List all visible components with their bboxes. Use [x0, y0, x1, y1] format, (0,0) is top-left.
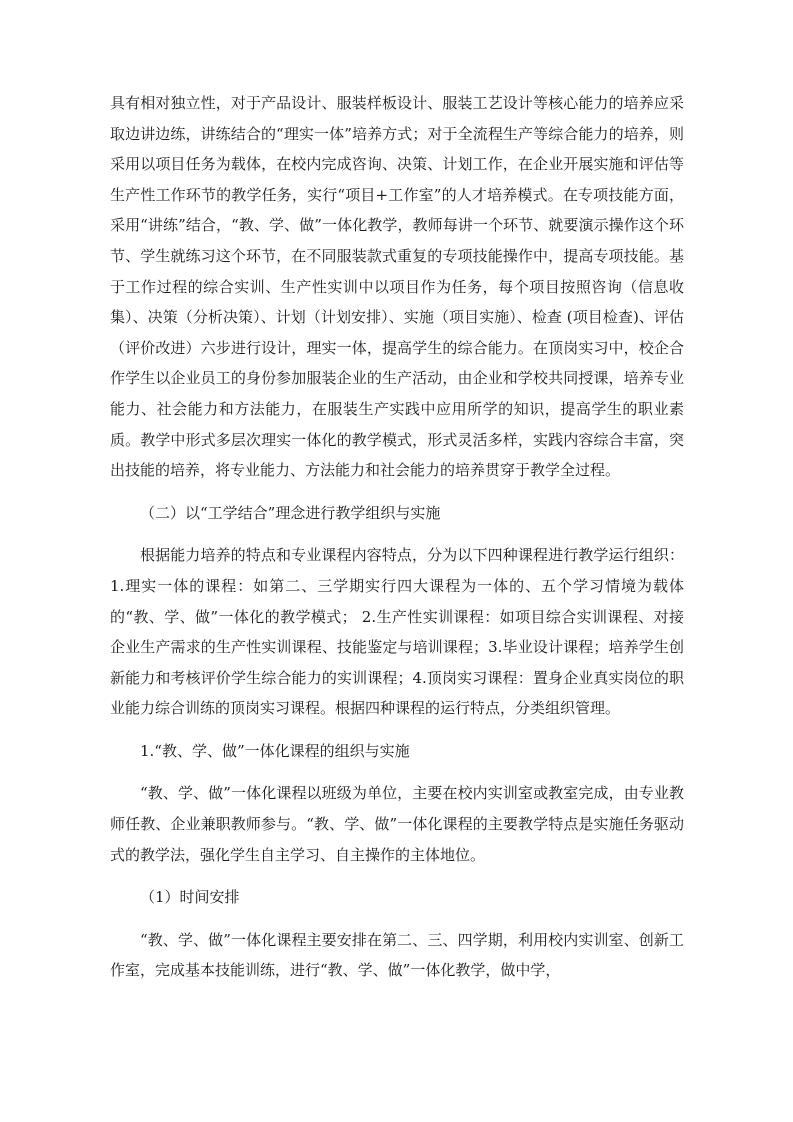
paragraph-training-mode: 具有相对独立性，对于产品设计、服装样板设计、服装工艺设计等核心能力的培养应采取边讲边练，讲练结合的“理实一体”培养方式；对于全流程生产等综合能力的培养，则采用以项目任务为载体，在校内完成咨询、决策、计划工作，在企业开展实施和评估等生产性工作环节的教学任务，实行“项目+工作室”的人才培养模式。在专项技能方面，采用“讲练”结合，“教、学、做”一体化教学，教师每讲一个环节、就要演示操作这个环节、学生就练习这个环节，在不同服装款式重复的专项技能操作中，提高专项技能。基于工作过程的综合实训、生产性实训中以项目作为任务，每个项目按照咨询（信息收集）、决策（分析决策）、计划（计划安排）、实施（项目实施）、检查 (项目检查)、评估（评价改进）六步进行设计，理实一体，提高学生的综合能力。在顶岗实习中，校企合作学生以企业员工的身份参加服装企业的生产活动，由企业和学校共同授课，培养专业能力、社会能力和方法能力，在服装生产实践中应用所学的知识，提高学生的职业素质。教学中形式多层次理实一体化的教学模式，形式灵活多样，实践内容综合丰富，突出技能的培养，将专业能力、方法能力和社会能力的培养贯穿于教学全过程。 [110, 94, 684, 480]
subsection-heading-time-arrangement: （1）时间安排 [140, 888, 240, 907]
paragraph-time-arrangement: “教、学、做”一体化课程主要安排在第二、三、四学期，利用校内实训室、创新工作室，完成基本技能训练，进行“教、学、做”一体化教学，做中学， [110, 930, 684, 980]
subsection-heading-integrated-course: 1.“教、学、做”一体化课程的组织与实施 [140, 741, 410, 760]
document-body [110, 88, 684, 998]
section-heading-work-study: （二）以“工学结合”理念进行教学组织与实施 [140, 503, 441, 522]
paragraph-course-types: 根据能力培养的特点和专业课程内容特点，分为以下四种课程进行教学运行组织：1.理实一体的课程：如第二、三学期实行四大课程为一体的、五个学习情境为载体的“教、学、做”一体化的教学模式； 2.生产性实训课程：如项目综合实训课程、对接企业生产需求的生产性实训课程、技能鉴定与培训课程；3.毕业设计课程；培养学生创新能力和考核评价学生综合能力的实训课程；4.顶岗实习课程：置身企业真实岗位的职业能力综合训练的顶岗实习课程。根据四种课程的运行特点，分类组织管理。 [110, 546, 684, 718]
paragraph-integrated-course: “教、学、做”一体化课程以班级为单位，主要在校内实训室或教室完成，由专业教师任教、企业兼职教师参与。“教、学、做”一体化课程的主要教学特点是实施任务驱动式的教学法，强化学生自主学习、自主操作的主体地位。 [110, 784, 684, 864]
